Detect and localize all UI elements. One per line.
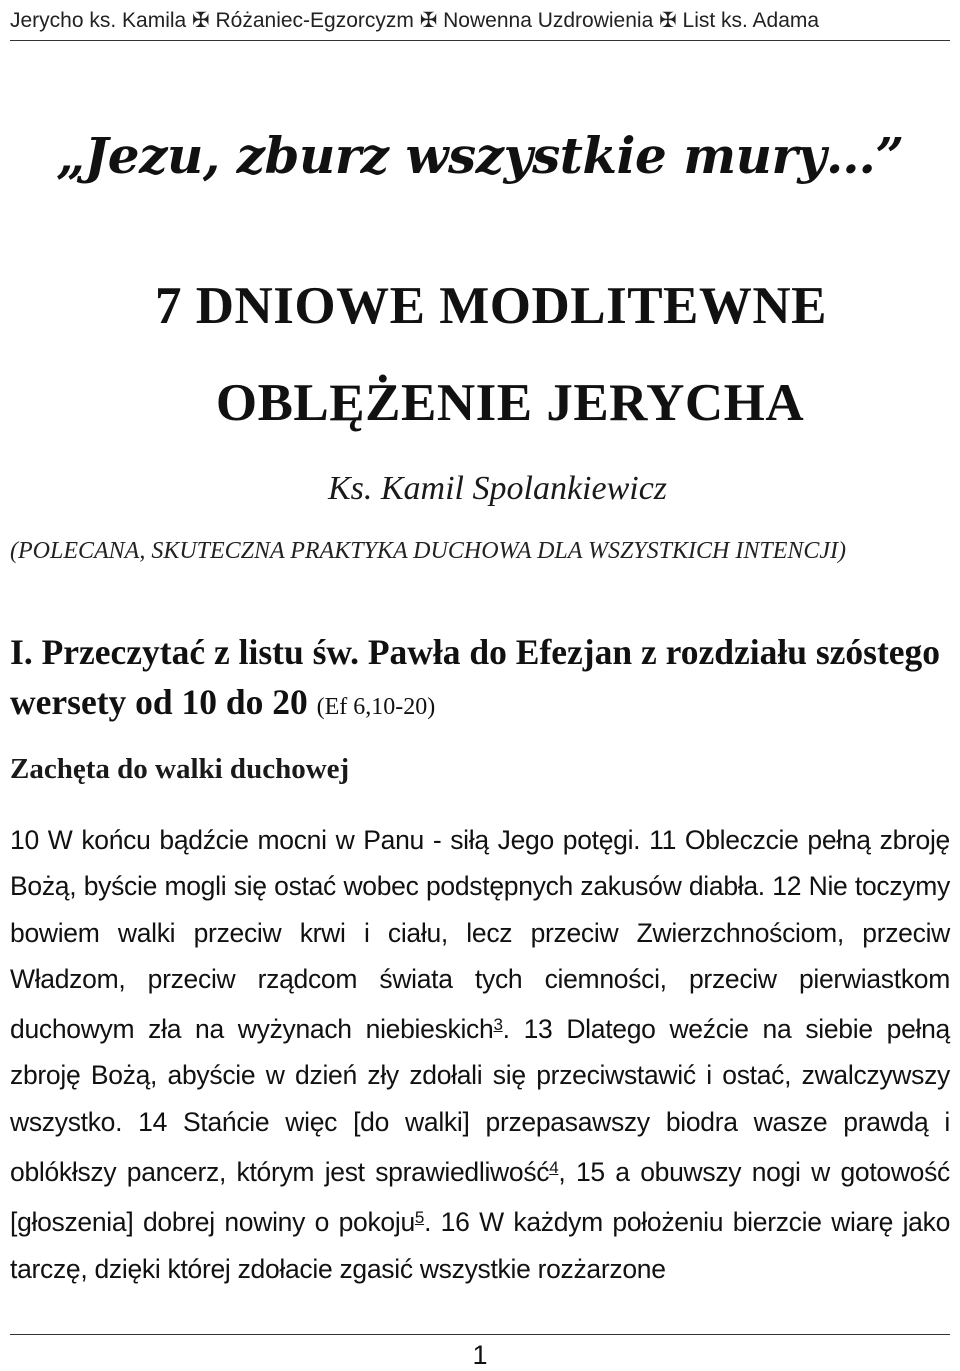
scripture-part-2: . 13 Dlatego weźcie na siebie pełną zbroję Bożą, abyście w dzień zły zdołali się przeciwstawić i ostać, zwalczywszy wszystko. 14 Stańcie więc [do walki] przepasawszy biodra wasze prawdą i oblókłszy pancerz, którym jest sprawiedliwość [10, 1014, 950, 1188]
subheading: Zachęta do walki duchowej [10, 753, 350, 785]
section-heading [10, 627, 955, 732]
running-header: Jerycho ks. Kamila ✠ Różaniec-Egzorcyzm ✠ Nowenna Uzdrowienia ✠ List ks. Adama [10, 8, 820, 32]
recommendation-note: (POLECANA, SKUTECZNA PRAKTYKA DUCHOWA DLA WSZYSTKICH INTENCJI) [10, 538, 847, 564]
scripture-part-1: 10 W końcu bądźcie mocni w Panu - siłą Jego potęgi. 11 Obleczcie pełną zbroję Bożą, byście mogli się ostać wobec podstępnych zakusów diabła. 12 Nie toczymy bowiem walki przeciw krwi i ciału, lecz przeciw Zwierzchnościom, przeciw Władzom, przeciw rządcom świata tych ciemności, przeciw pierwiastkom duchowym zła na wyżynach niebieskich [10, 825, 950, 1045]
footnote-link-4[interactable]: 4 [549, 1158, 559, 1178]
main-title: „Jezu, zburz wszystkie mury…” [56, 126, 904, 185]
scripture-text [10, 817, 950, 1292]
title-line-1: 7 DNIOWE MODLITEWNE [154, 277, 828, 335]
page-number: 1 [472, 1340, 488, 1370]
footnote-link-5[interactable]: 5 [414, 1208, 425, 1228]
footer-divider [10, 1334, 950, 1335]
header-divider [10, 40, 950, 41]
section-heading-text: I. Przeczytać z listu św. Pawła do Efezjan z rozdziału szóstego wersety od 10 do 20 [10, 632, 941, 722]
author: Ks. Kamil Spolankiewicz [327, 470, 668, 507]
footnote-link-3[interactable]: 3 [493, 1015, 503, 1035]
scripture-part-3: , 15 a obuwszy nogi w gotowość [głoszenia] dobrej nowiny o pokoju [10, 1157, 950, 1238]
title-line-2: OBLĘŻENIE JERYCHA [215, 374, 805, 432]
scripture-part-4: . 16 W każdym położeniu bierzcie wiarę jako tarczę, dzięki której zdołacie zgasić wszystkie rozżarzone [10, 1207, 951, 1284]
scripture-reference: (Ef 6,10-20) [316, 694, 436, 720]
